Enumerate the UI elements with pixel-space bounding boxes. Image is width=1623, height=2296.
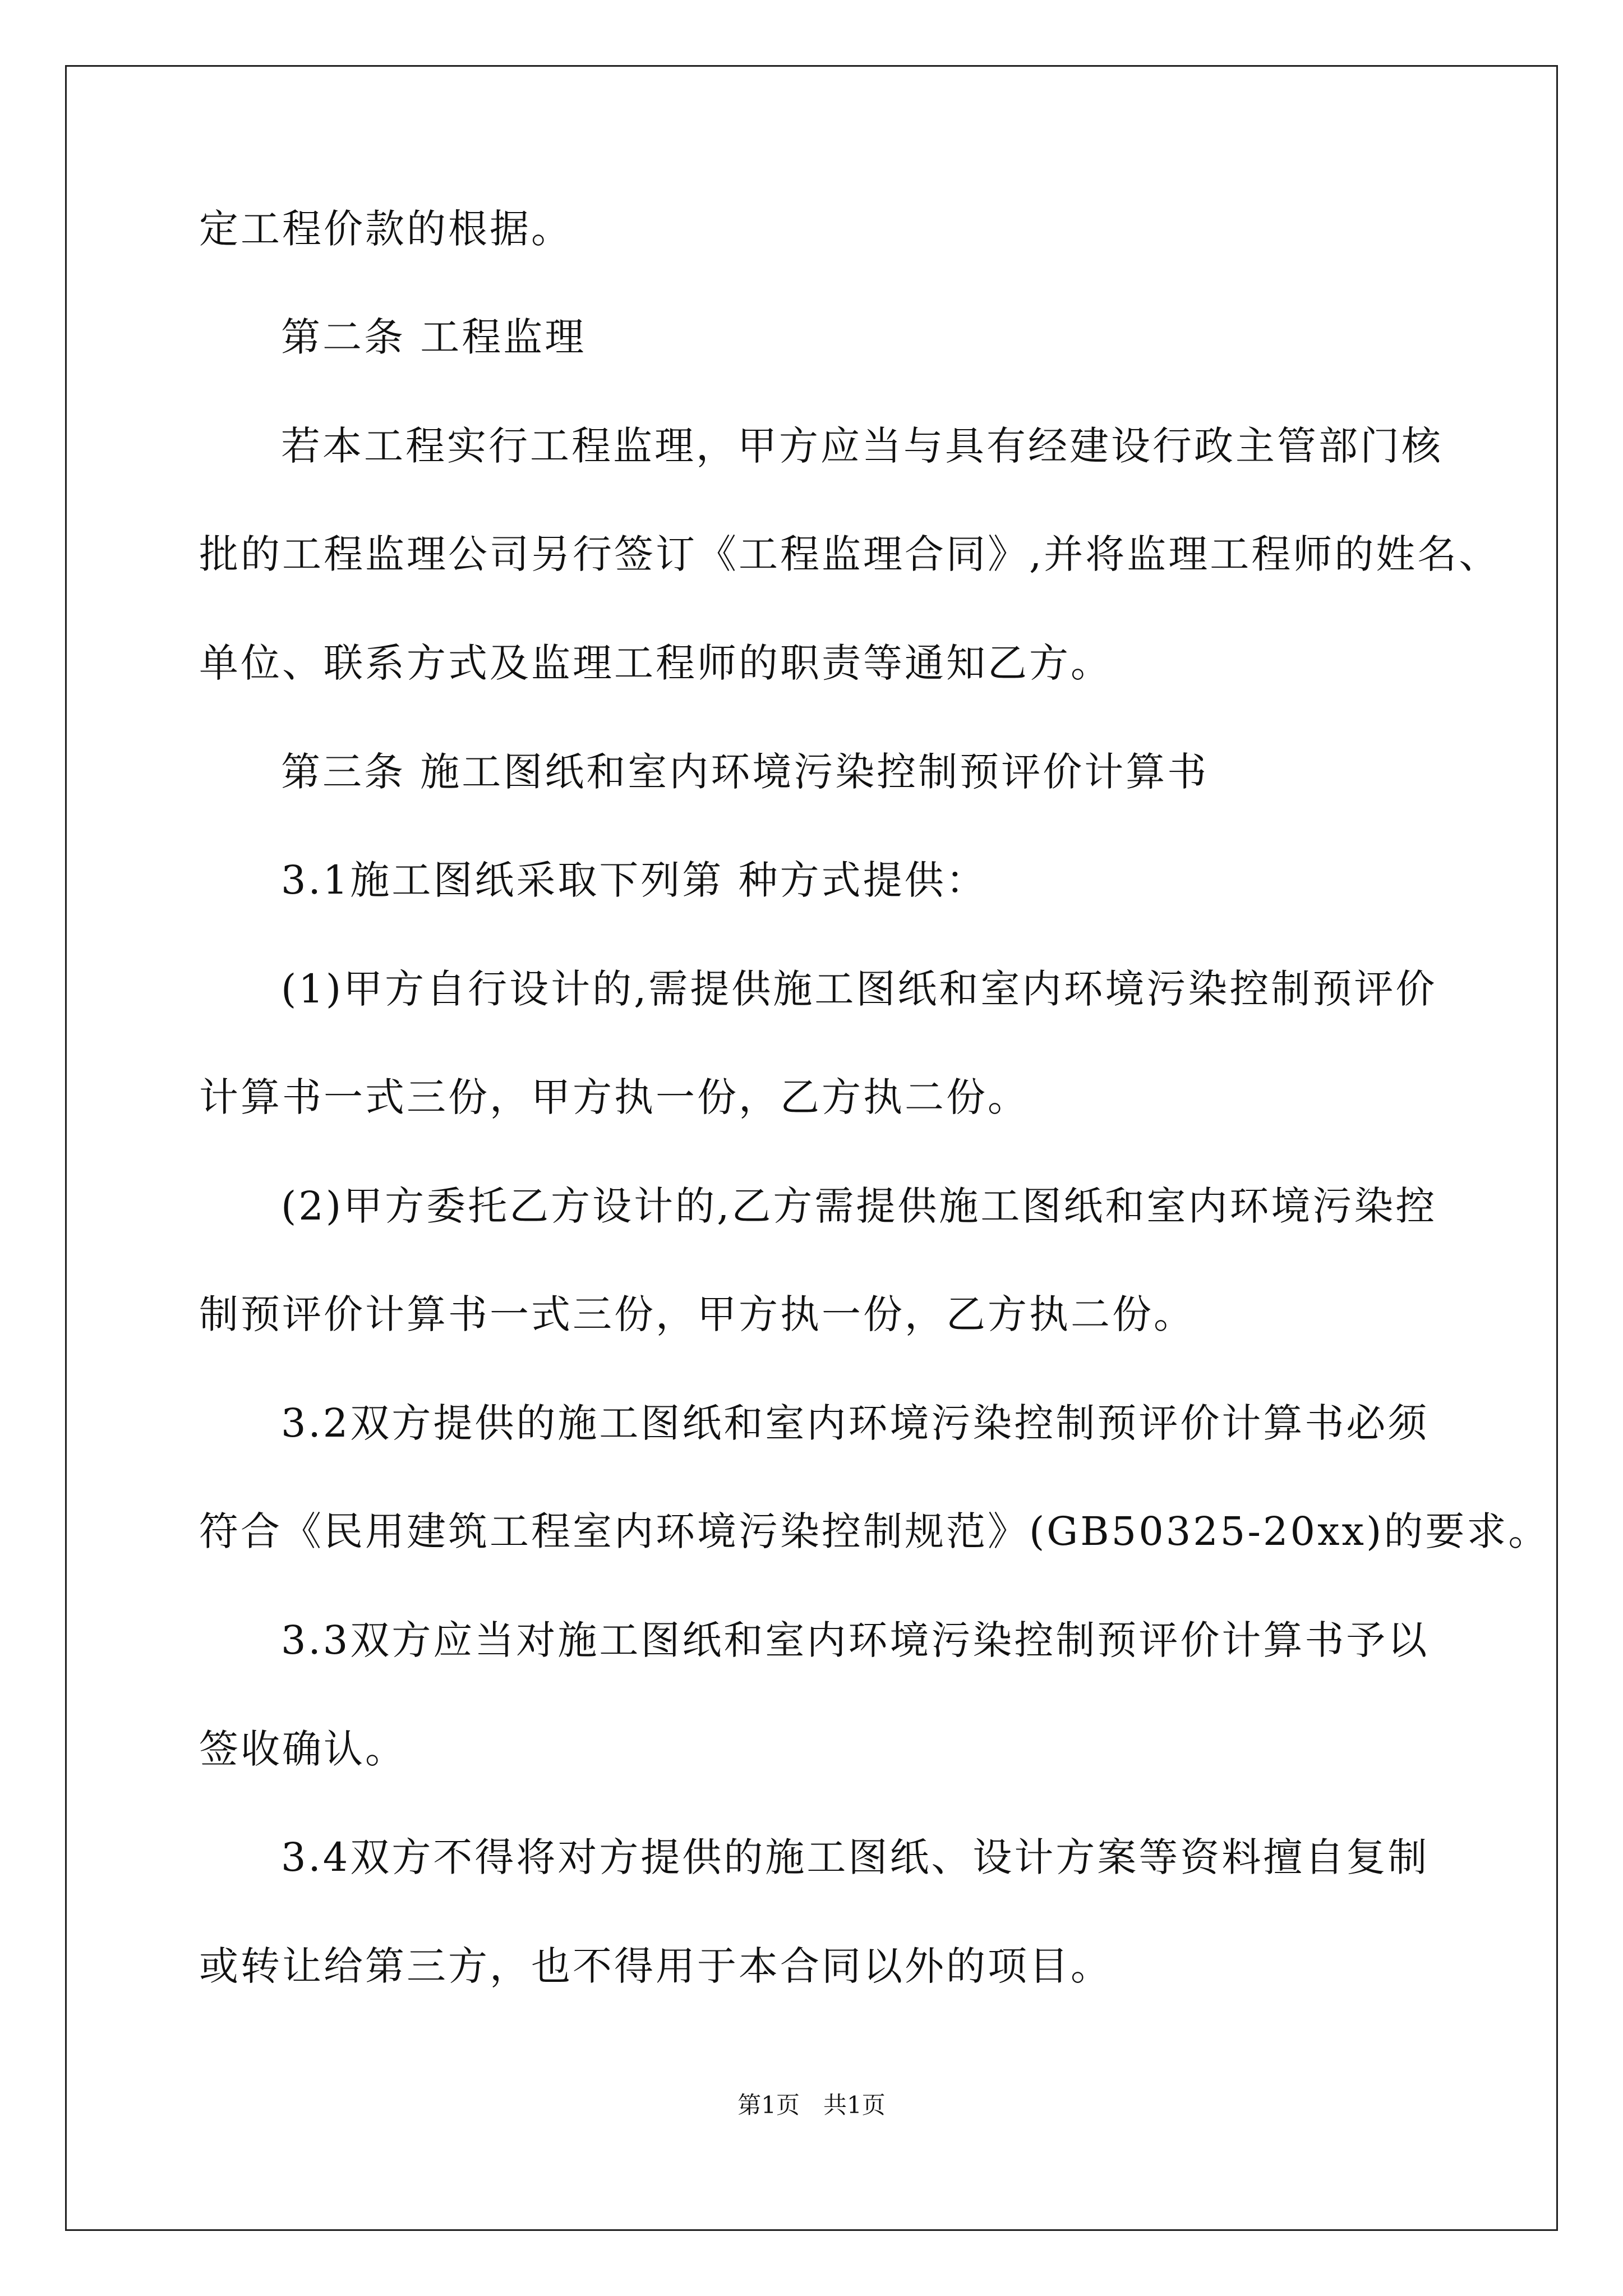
text-line: (1)甲方自行设计的,需提供施工图纸和室内环境污染控制预评价 (281, 966, 1437, 1012)
text-line: 签收确认。 (199, 1726, 407, 1772)
page-border (65, 65, 1558, 2231)
article-heading: 第二条 工程监理 (281, 314, 587, 360)
text-line: 符合《民用建筑工程室内环境污染控制规范》(GB50325-20xx)的要求。 (199, 1508, 1550, 1554)
article-heading: 第三条 施工图纸和室内环境污染控制预评价计算书 (281, 749, 1209, 795)
text-line: 3.2双方提供的施工图纸和室内环境污染控制预评价计算书必须 (281, 1400, 1430, 1446)
text-line: 3.3双方应当对施工图纸和室内环境污染控制预评价计算书予以 (281, 1617, 1430, 1663)
page-footer: 第1页 共1页 (737, 2091, 886, 2119)
text-line: 3.1施工图纸采取下列第 种方式提供： (281, 857, 988, 903)
text-line: 定工程价款的根据。 (199, 206, 573, 252)
text-line: 计算书一式三份，甲方执一份，乙方执二份。 (199, 1074, 1029, 1120)
text-line: 或转让给第三方，也不得用于本合同以外的项目。 (199, 1943, 1112, 1989)
text-line: 批的工程监理公司另行签订《工程监理合同》,并将监理工程师的姓名、 (199, 531, 1501, 577)
text-line: 3.4双方不得将对方提供的施工图纸、设计方案等资料擅自复制 (281, 1834, 1430, 1880)
text-line: 单位、联系方式及监理工程师的职责等通知乙方。 (199, 640, 1112, 686)
text-line: 若本工程实行工程监理，甲方应当与具有经建设行政主管部门核 (281, 423, 1443, 469)
text-line: (2)甲方委托乙方设计的,乙方需提供施工图纸和室内环境污染控 (281, 1183, 1437, 1229)
text-line: 制预评价计算书一式三份，甲方执一份，乙方执二份。 (199, 1291, 1195, 1337)
